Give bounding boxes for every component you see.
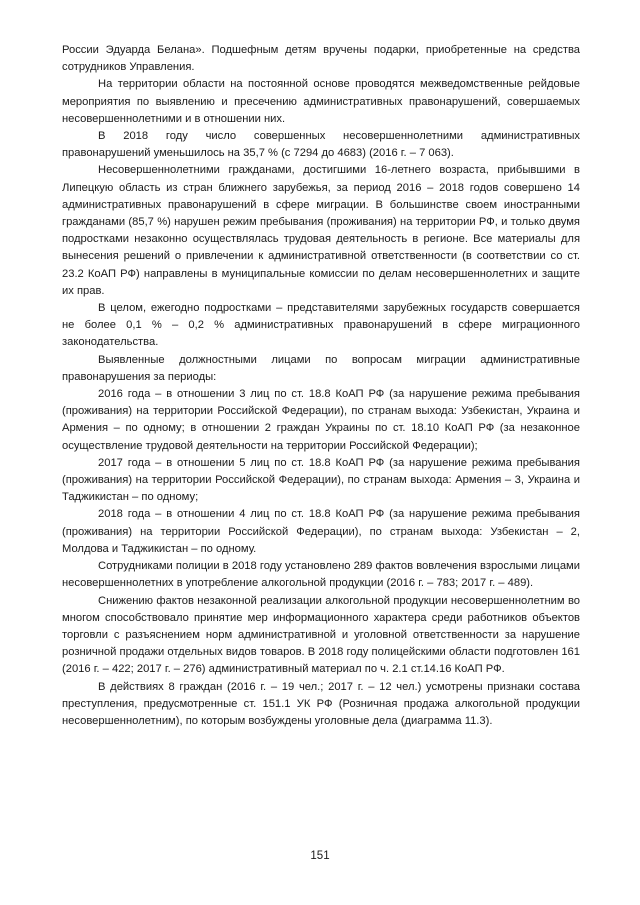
paragraph-migrant-minors: Несовершеннолетними гражданами, достигшими 16-летнего возраста, прибывшими в Липецкую область из стран ближнего зарубежья, за период 2016 – 2018 годов совершено 14 административных правонарушений в сфере миграции. В большинстве своем иностранными гражданами (85,7 %) нарушен режим пребывания (проживания) на территории РФ, и только двумя подростками незаконно осуществлялась трудовая деятельность в регионе. Все материалы для вынесения решений о привлечении к административной ответственности (в соответствии со ст. 23.2 КоАП РФ) направлены в муниципальные комиссии по делам несовершеннолетних и защите их прав.: [62, 164, 580, 297]
paragraph-alcohol-sales: Снижению фактов незаконной реализации алкогольной продукции несовершеннолетним во многом способствовало принятие мер информационного характера среди работников объектов торговли с разъяснением норм административной и уголовной ответственности за нарушение розничной продажи отдельных видов товаров. В 2018 году полицейскими области подготовлен 161 (2016 г. – 422; 2017 г. – 276) административный материал по ч. 2.1 ст.14.16 КоАП РФ.: [62, 594, 580, 676]
paragraph-year-2017: 2017 года – в отношении 5 лиц по ст. 18.8 КоАП РФ (за нарушение режима пребывания (проживания) на территории Российской Федерации), по странам выхода: Армения – 3, Украина и Таджикистан – по одному;: [62, 456, 580, 504]
page-number: 151: [310, 850, 330, 862]
paragraph-criminal-cases: В действиях 8 граждан (2016 г. – 19 чел.; 2017 г. – 12 чел.) усмотрены признаки состава преступления, предусмотренные ст. 151.1 УК РФ (Розничная продажа алкогольной продукции несовершеннолетним), по которым возбуждены уголовные дела (диаграмма 11.3).: [62, 680, 580, 727]
paragraph-year-2018: 2018 года – в отношении 4 лиц по ст. 18.8 КоАП РФ (за нарушение режима пребывания (проживания) на территории Российской Федерации), по странам выхода: Узбекистан – 2, Молдова и Таджикистан – по одному.: [62, 508, 580, 555]
paragraph-raids: На территории области на постоянной основе проводятся межведомственные рейдовые мероприятия по выявлению и пресечению административных правонарушений, совершаемых несовершеннолетними и в отношении них.: [62, 78, 580, 125]
document-body: [62, 42, 580, 730]
paragraph-year-2016: 2016 года – в отношении 3 лиц по ст. 18.8 КоАП РФ (за нарушение режима пребывания (проживания) на территории Российской Федерации), по странам выхода: Узбекистан, Украина и Армения – по одному; в отношении 2 граждан Украины по ст. 18.10 КоАП РФ (за незаконное осуществление трудовой деятельности на территории Российской Федерации);: [62, 388, 580, 452]
paragraph-offense-stats: В 2018 году число совершенных несовершеннолетними административных правонарушений уменьшилось на 35,7 % (с 7294 до 4683) (2016 г. – 7 063).: [62, 130, 580, 160]
paragraph-foreign-share: В целом, ежегодно подростками – представителями зарубежных государств совершается не более 0,1 % – 0,2 % административных правонарушений в сфере миграционного законодательства.: [62, 302, 580, 349]
paragraph-alcohol-involvement: Сотрудниками полиции в 2018 году установлено 289 фактов вовлечения взрослыми лицами несовершеннолетних в употребление алкогольной продукции (2016 г. – 783; 2017 г. – 489).: [62, 560, 580, 590]
paragraph-periods-intro: Выявленные должностными лицами по вопросам миграции административные правонарушения за периоды:: [62, 353, 580, 383]
paragraph-continuation: России Эдуарда Белана». Подшефным детям вручены подарки, приобретенные на средства сотрудников Управления.: [62, 44, 580, 74]
